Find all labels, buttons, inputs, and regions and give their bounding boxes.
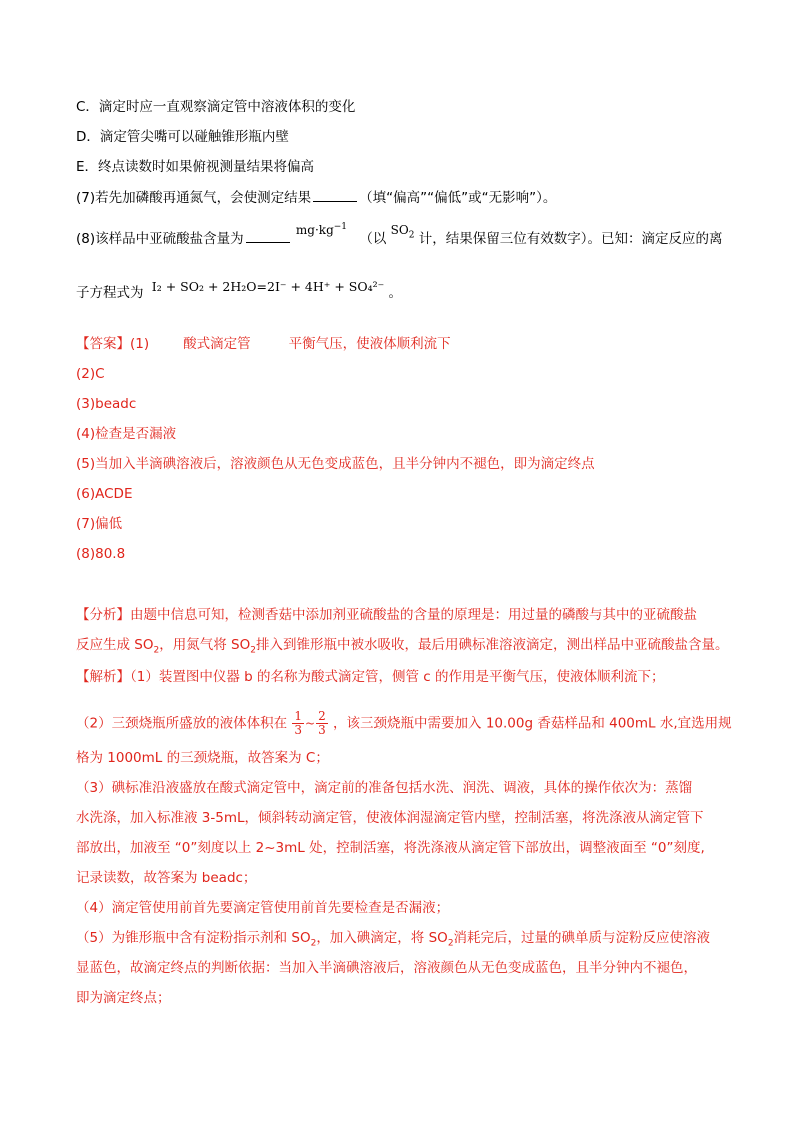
tilde-symbol: ~ bbox=[305, 716, 316, 731]
answer-1-number: (1) bbox=[130, 336, 150, 352]
fraction-one-third: $\frac{1}{3}$ bbox=[294, 709, 303, 737]
analysis-line-2: 反应生成 $SO_2$，用氮气将 $SO_2$排入到锥形瓶中被水吸收，最后用碘标准溶液滴定，测出样品中亚硫酸盐含量。 bbox=[76, 637, 729, 656]
solution-line-3b: 水洗涤，加入标准液 3-5mL，倾斜转动滴定管，使液体润湿滴定管内壁，控制活塞，将洗涤液从滴定管下 bbox=[76, 810, 704, 826]
solution-line-2b: 格为 1000mL 的三颈烧瓶，故答案为 C； bbox=[76, 750, 329, 766]
solution-line-2: （2）三颈烧瓶所盛放的液体体积在 $\frac{1}{3}$ ~ $\frac{2}{3}$ ，该三颈烧瓶中需要加入 10.00g 香菇样品和 400mL 水,宜选用规 bbox=[76, 709, 732, 737]
solution-label: 【解析】 bbox=[76, 669, 130, 685]
answer-3: (3)beadc bbox=[76, 396, 137, 412]
question-7-hint: （填“偏高”“偏低”或“无影响”）。 bbox=[359, 190, 557, 206]
answer-blank bbox=[313, 188, 357, 202]
solution-line-3a: （3）碘标准沿液盛放在酸式滴定管中，滴定前的准备包括水洗、润洗、调液，具体的操作依次为：蒸馏 bbox=[76, 780, 693, 796]
answer-label: 【答案】 bbox=[76, 336, 130, 352]
fraction-two-thirds: $\frac{2}{3}$ bbox=[318, 709, 326, 737]
answer-blank bbox=[246, 229, 290, 243]
question-8-line2-end: 。 bbox=[388, 285, 403, 301]
solution-line-5a: （5）为锥形瓶中含有淀粉指示剂和 $SO_2$，加入碘滴定，将 $SO_2$消耗完后，过量的碘单质与淀粉反应使溶液 bbox=[76, 930, 711, 949]
option-d: D．滴定管尖嘴可以碰触锥形瓶内壁 bbox=[76, 129, 289, 145]
question-8-tail: 计，结果保留三位有效数字）。已知：滴定反应的离 bbox=[418, 231, 723, 247]
analysis-line-1: 【分析】由题中信息可知，检测香菇中添加剂亚硫酸盐的含量的原理是：用过量的磷酸与其中的亚硫酸盐 bbox=[76, 607, 697, 623]
solution-line-5b: 显蓝色，故滴定终点的判断依据：当加入半滴碘溶液后，溶液颜色从无色变成蓝色，且半分钟内不褪色， bbox=[76, 960, 697, 976]
analysis-label: 【分析】 bbox=[76, 607, 130, 623]
solution-line-3c: 部放出，加液至 “0”刻度以上 2~3mL 处，控制活塞，将洗涤液从滴定管下部放出，调整液面至 “0”刻度, bbox=[76, 840, 705, 856]
ion-equation: I₂ + SO₂ + 2H₂O=2I⁻ + 4H⁺ + SO₄²⁻ bbox=[151, 279, 385, 294]
solution-line-4: （4）滴定管使用前首先要滴定管使用前首先要检查是否漏液； bbox=[76, 900, 450, 916]
answer-2: (2)C bbox=[76, 366, 105, 382]
answer-7: (7)偏低 bbox=[76, 516, 123, 532]
option-c: C．滴定时应一直观察滴定管中溶液体积的变化 bbox=[76, 99, 356, 115]
answer-8: (8)80.8 bbox=[76, 546, 126, 562]
solution-line-5c: 即为滴定终点； bbox=[76, 990, 171, 1006]
question-8 bbox=[76, 222, 723, 254]
solution-line-1: 【解析】（1）装置图中仪器 b 的名称为酸式滴定管，侧管 c 的作用是平衡气压，使液体顺利流下； bbox=[76, 669, 665, 685]
answer-1 bbox=[76, 334, 451, 354]
species-label: $SO_2$ bbox=[390, 223, 415, 241]
answer-1-part1: 酸式滴定管 bbox=[183, 336, 251, 352]
option-e: E．终点读数时如果俯视测量结果将偏高 bbox=[76, 159, 315, 175]
question-8-paren: （以 bbox=[359, 231, 387, 247]
question-8-line2-text: 子方程式为 bbox=[76, 285, 144, 301]
question-7 bbox=[76, 188, 556, 208]
question-7-text: (7)若先加磷酸再通氮气，会使测定结果 bbox=[76, 190, 312, 206]
unit-label: $mg\cdot kg^{-1}$ bbox=[295, 222, 348, 237]
question-8-text: (8)该样品中亚硫酸盐含量为 bbox=[76, 231, 244, 247]
answer-1-part2: 平衡气压，使液体顺利流下 bbox=[288, 336, 451, 352]
solution-line-3d: 记录读数，故答案为 beadc； bbox=[76, 870, 257, 886]
answer-6: (6)ACDE bbox=[76, 486, 133, 502]
answer-4: (4)检查是否漏液 bbox=[76, 426, 177, 442]
answer-5: (5)当加入半滴碘溶液后，溶液颜色从无色变成蓝色，且半分钟内不褪色，即为滴定终点 bbox=[76, 456, 595, 472]
question-8-line2 bbox=[76, 279, 403, 303]
